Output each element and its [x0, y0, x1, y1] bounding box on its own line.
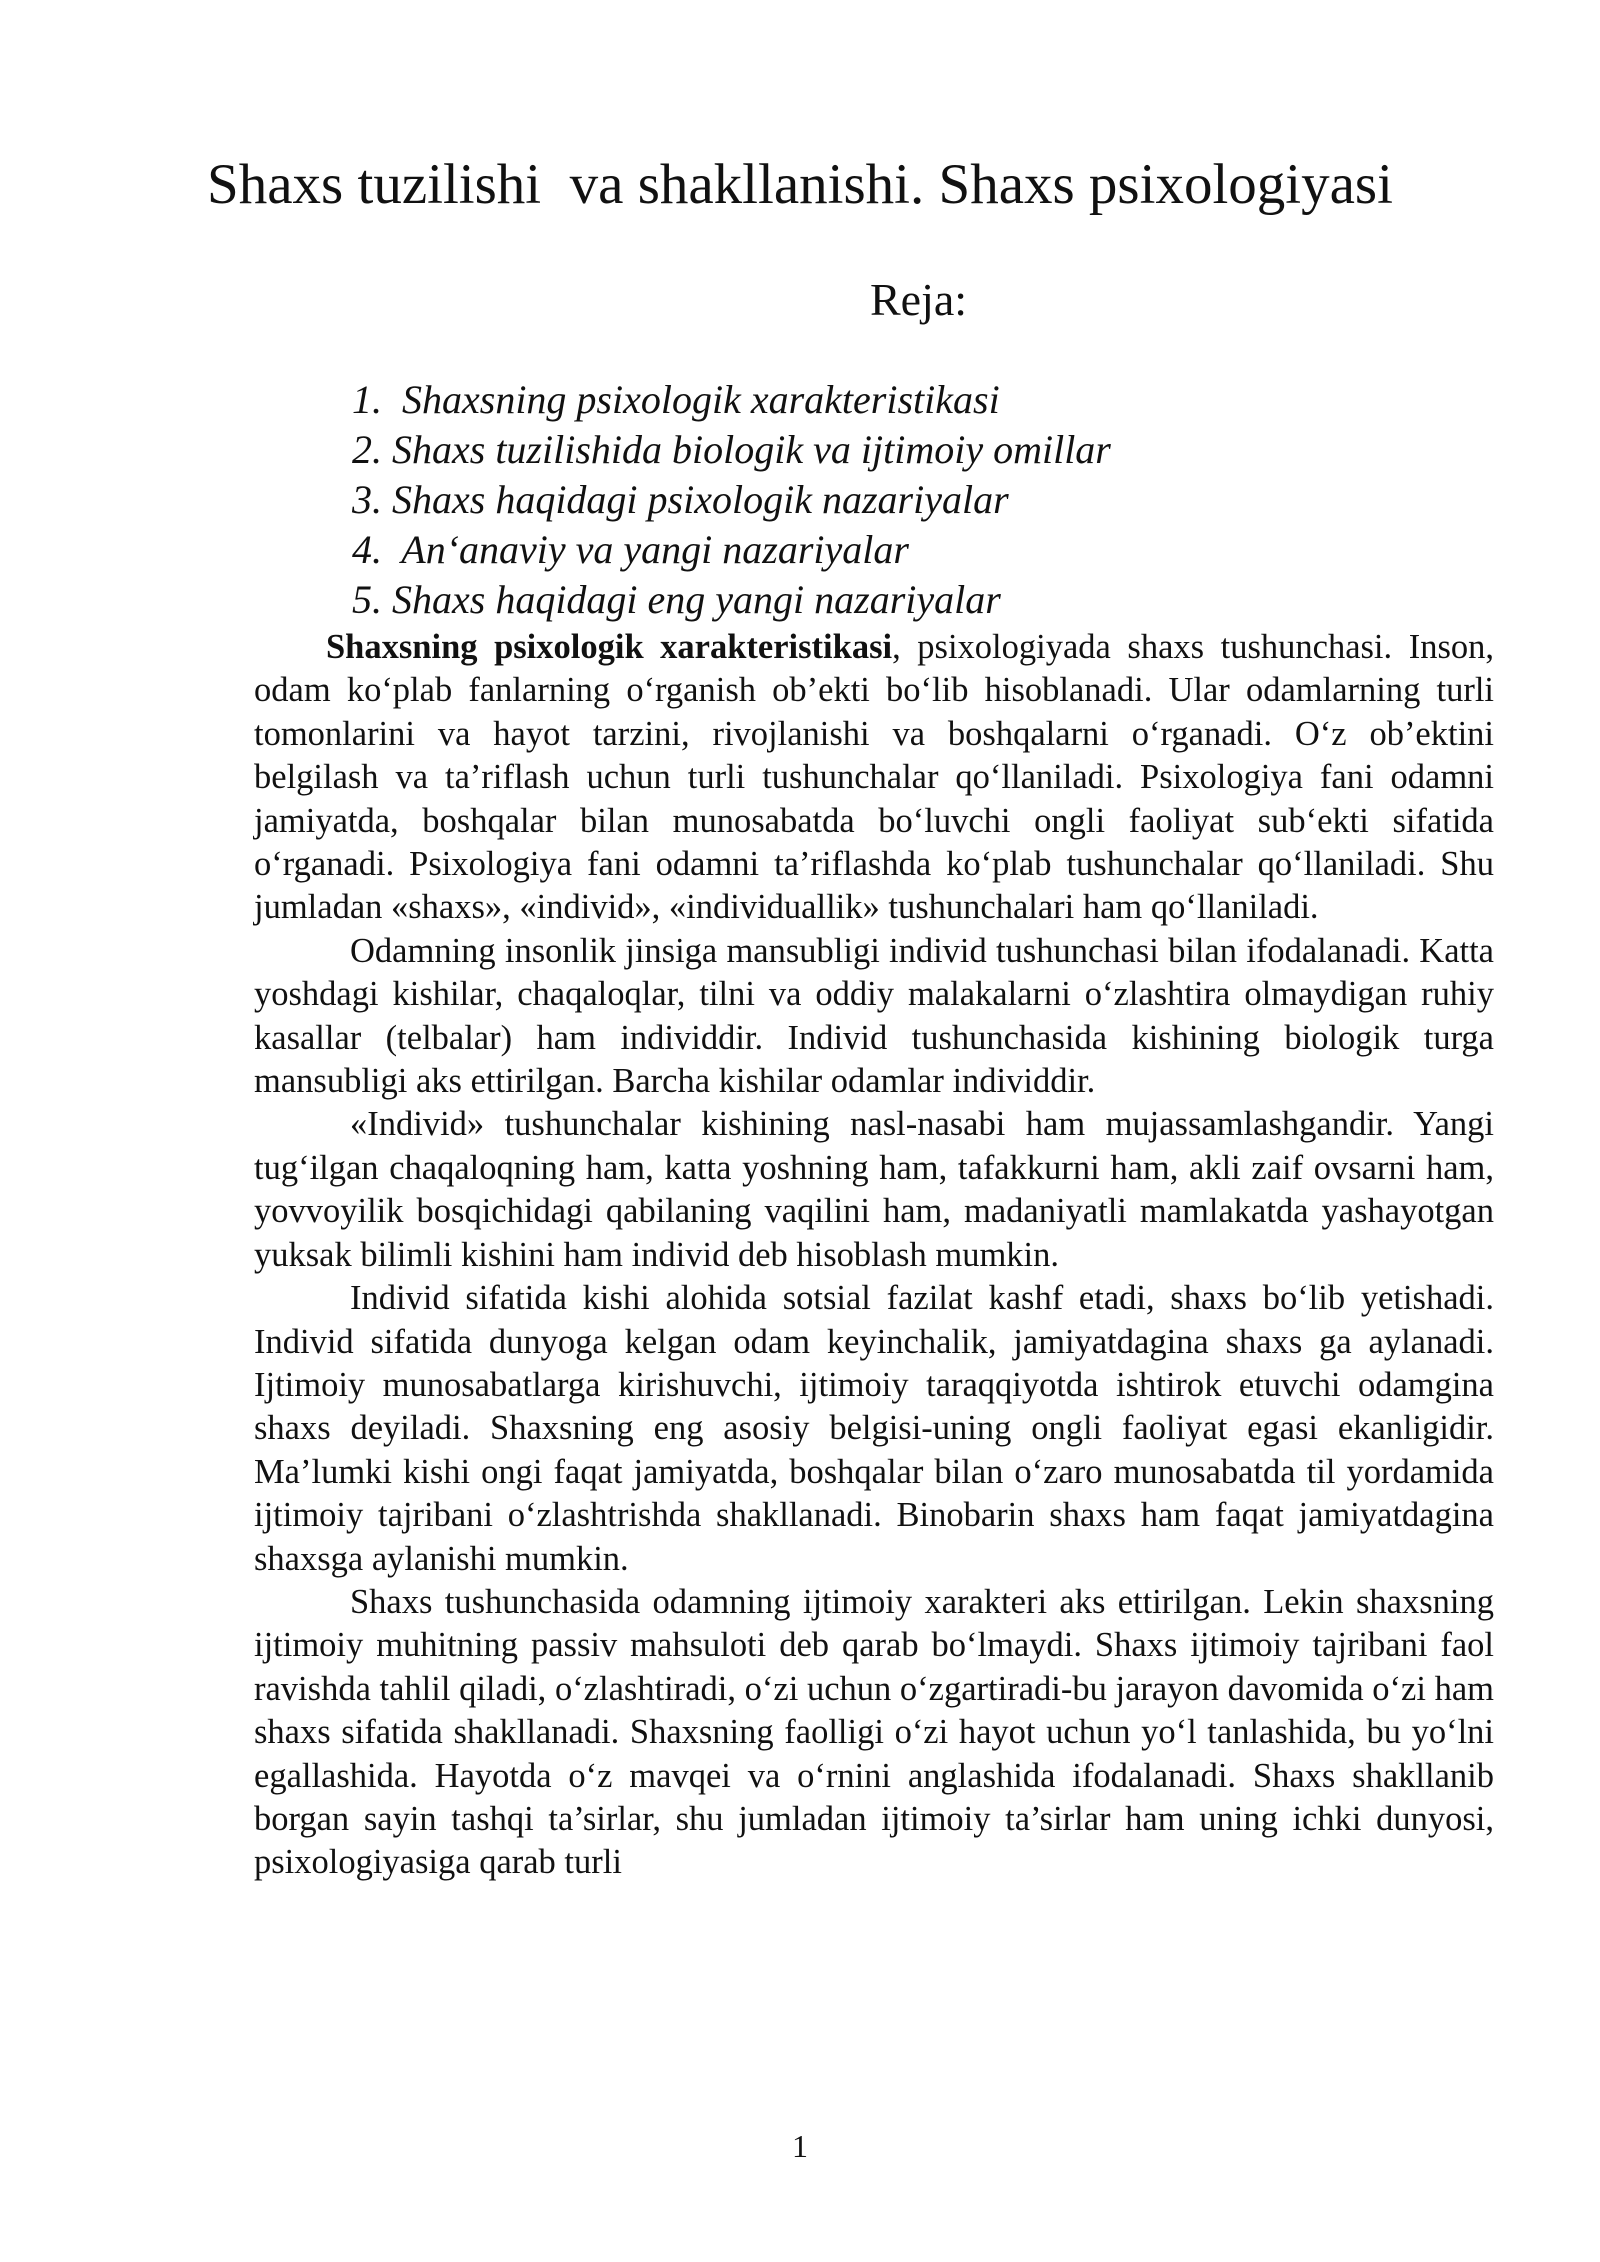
paragraph-lead-bold: Shaxsning psixologik xarakteristikasi: [326, 628, 893, 666]
plan-item: 5. Shaxs haqidagi eng yangi nazariyalar: [352, 577, 1001, 622]
paragraph: Shaxs tushunchasida odamning ijtimoiy xarakteri aks ettirilgan. Lekin shaxsning ijtimoiy muhitning passiv mahsuloti deb qarab bo‘lmaydi. Shaxs ijtimoiy tajribani faol ravishda tahlil qiladi, o‘zlashtiradi, o‘zi uchun o‘zgartiradi-bu jarayon davomida o‘zi ham shaxs sifatida shakllanadi. Shaxsning faolligi o‘zi hayot uchun yo‘l tanlashida, bu yo‘lni egallashida. Hayotda o‘z mavqei va o‘rnini anglashida ifodalanadi. Shaxs shakllanib borgan sayin tashqi ta’sirlar, shu jumladan ijtimoiy ta’sirlar ham uning ichki dunyosi, psixologiyasiga qarab turli: [254, 1582, 1494, 1882]
paragraph: Odamning insonlik jinsiga mansubligi individ tushunchasi bilan ifodalanadi. Katta yoshdagi kishilar, chaqaloqlar, tilni va oddiy malakalarni o‘zlashtira olmaydigan ruhiy kasallar (telbalar) ham individdir. Individ tushunchasida kishining biologik turga mansubligi aks ettirilgan. Barcha kishilar odamlar individdir.: [254, 931, 1494, 1101]
plan-item: 1. Shaxsning psixologik xarakteristikasi: [352, 377, 1000, 422]
plan-item: 4. An‘anaviy va yangi nazariyalar: [352, 527, 909, 572]
body-text: [254, 626, 1494, 1885]
paragraph-text: , psixologiyada shaxs tushunchasi. Inson, odam ko‘plab fanlarning o‘rganish ob’ekti bo‘lib hisoblanadi. Ular odamlarning turli tomonlarini va hayot tarzini, rivojlanishi va boshqalarni o‘rganadi. O‘z ob’ektini belgilash va ta’riflash uchun turli tushunchalar qo‘llaniladi. Psixologiya fani odamni jamiyatda, boshqalar bilan munosabatda bo‘luvchi ongli faoliyat sub‘ekti sifatida o‘rganadi. Psixologiya fani odamni ta’riflashda ko‘plab tushunchalar qo‘llaniladi. Shu jumladan «shaxs», «individ», «individuallik» tushunchalari ham qo‘llaniladi.: [254, 628, 1494, 927]
paragraph: «Individ» tushunchalar kishining nasl-nasabi ham mujassamlashgandir. Yangi tug‘ilgan chaqaloqning ham, katta yoshning ham, tafakkurni ham, akli zaif ovsarni ham, yovvoyilik bosqichidagi qabilaning vaqilini ham, madaniyatli mamlakatda yashayotgan yuksak bilimli kishini ham individ deb hisoblash mumkin.: [254, 1105, 1494, 1274]
plan-item: 3. Shaxs haqidagi psixologik nazariyalar: [352, 477, 1009, 522]
paragraph: [254, 626, 1494, 930]
paragraph: Individ sifatida kishi alohida sotsial fazilat kashf etadi, shaxs bo‘lib yetishadi. Individ sifatida dunyoga kelgan odam keyinchalik, jamiyatdagina shaxs ga aylanadi. Ijtimoiy munosabatlarga kirishuvchi, ijtimoiy taraqqiyotda ishtirok etuvchi odamgina shaxs deyiladi. Shaxsning eng asosiy belgisi-uning ongli faoliyat egasi ekanligidir. Ma’lumki kishi ongi faqat jamiyatda, boshqalar bilan o‘zaro munosabatda til yordamida ijtimoiy tajribani o‘zlashtrishda shakllanadi. Binobarin shaxs ham faqat jamiyatdagina shaxsga aylanishi mumkin.: [254, 1279, 1494, 1578]
document-title: Shaxs tuzilishi va shakllanishi. Shaxs psixologiyasi: [207, 153, 1393, 216]
plan-list: [352, 375, 1111, 625]
plan-item: 2. Shaxs tuzilishida biologik va ijtimoiy omillar: [352, 427, 1111, 472]
plan-heading: Reja:: [870, 274, 968, 325]
page-number: 1: [792, 2128, 808, 2164]
